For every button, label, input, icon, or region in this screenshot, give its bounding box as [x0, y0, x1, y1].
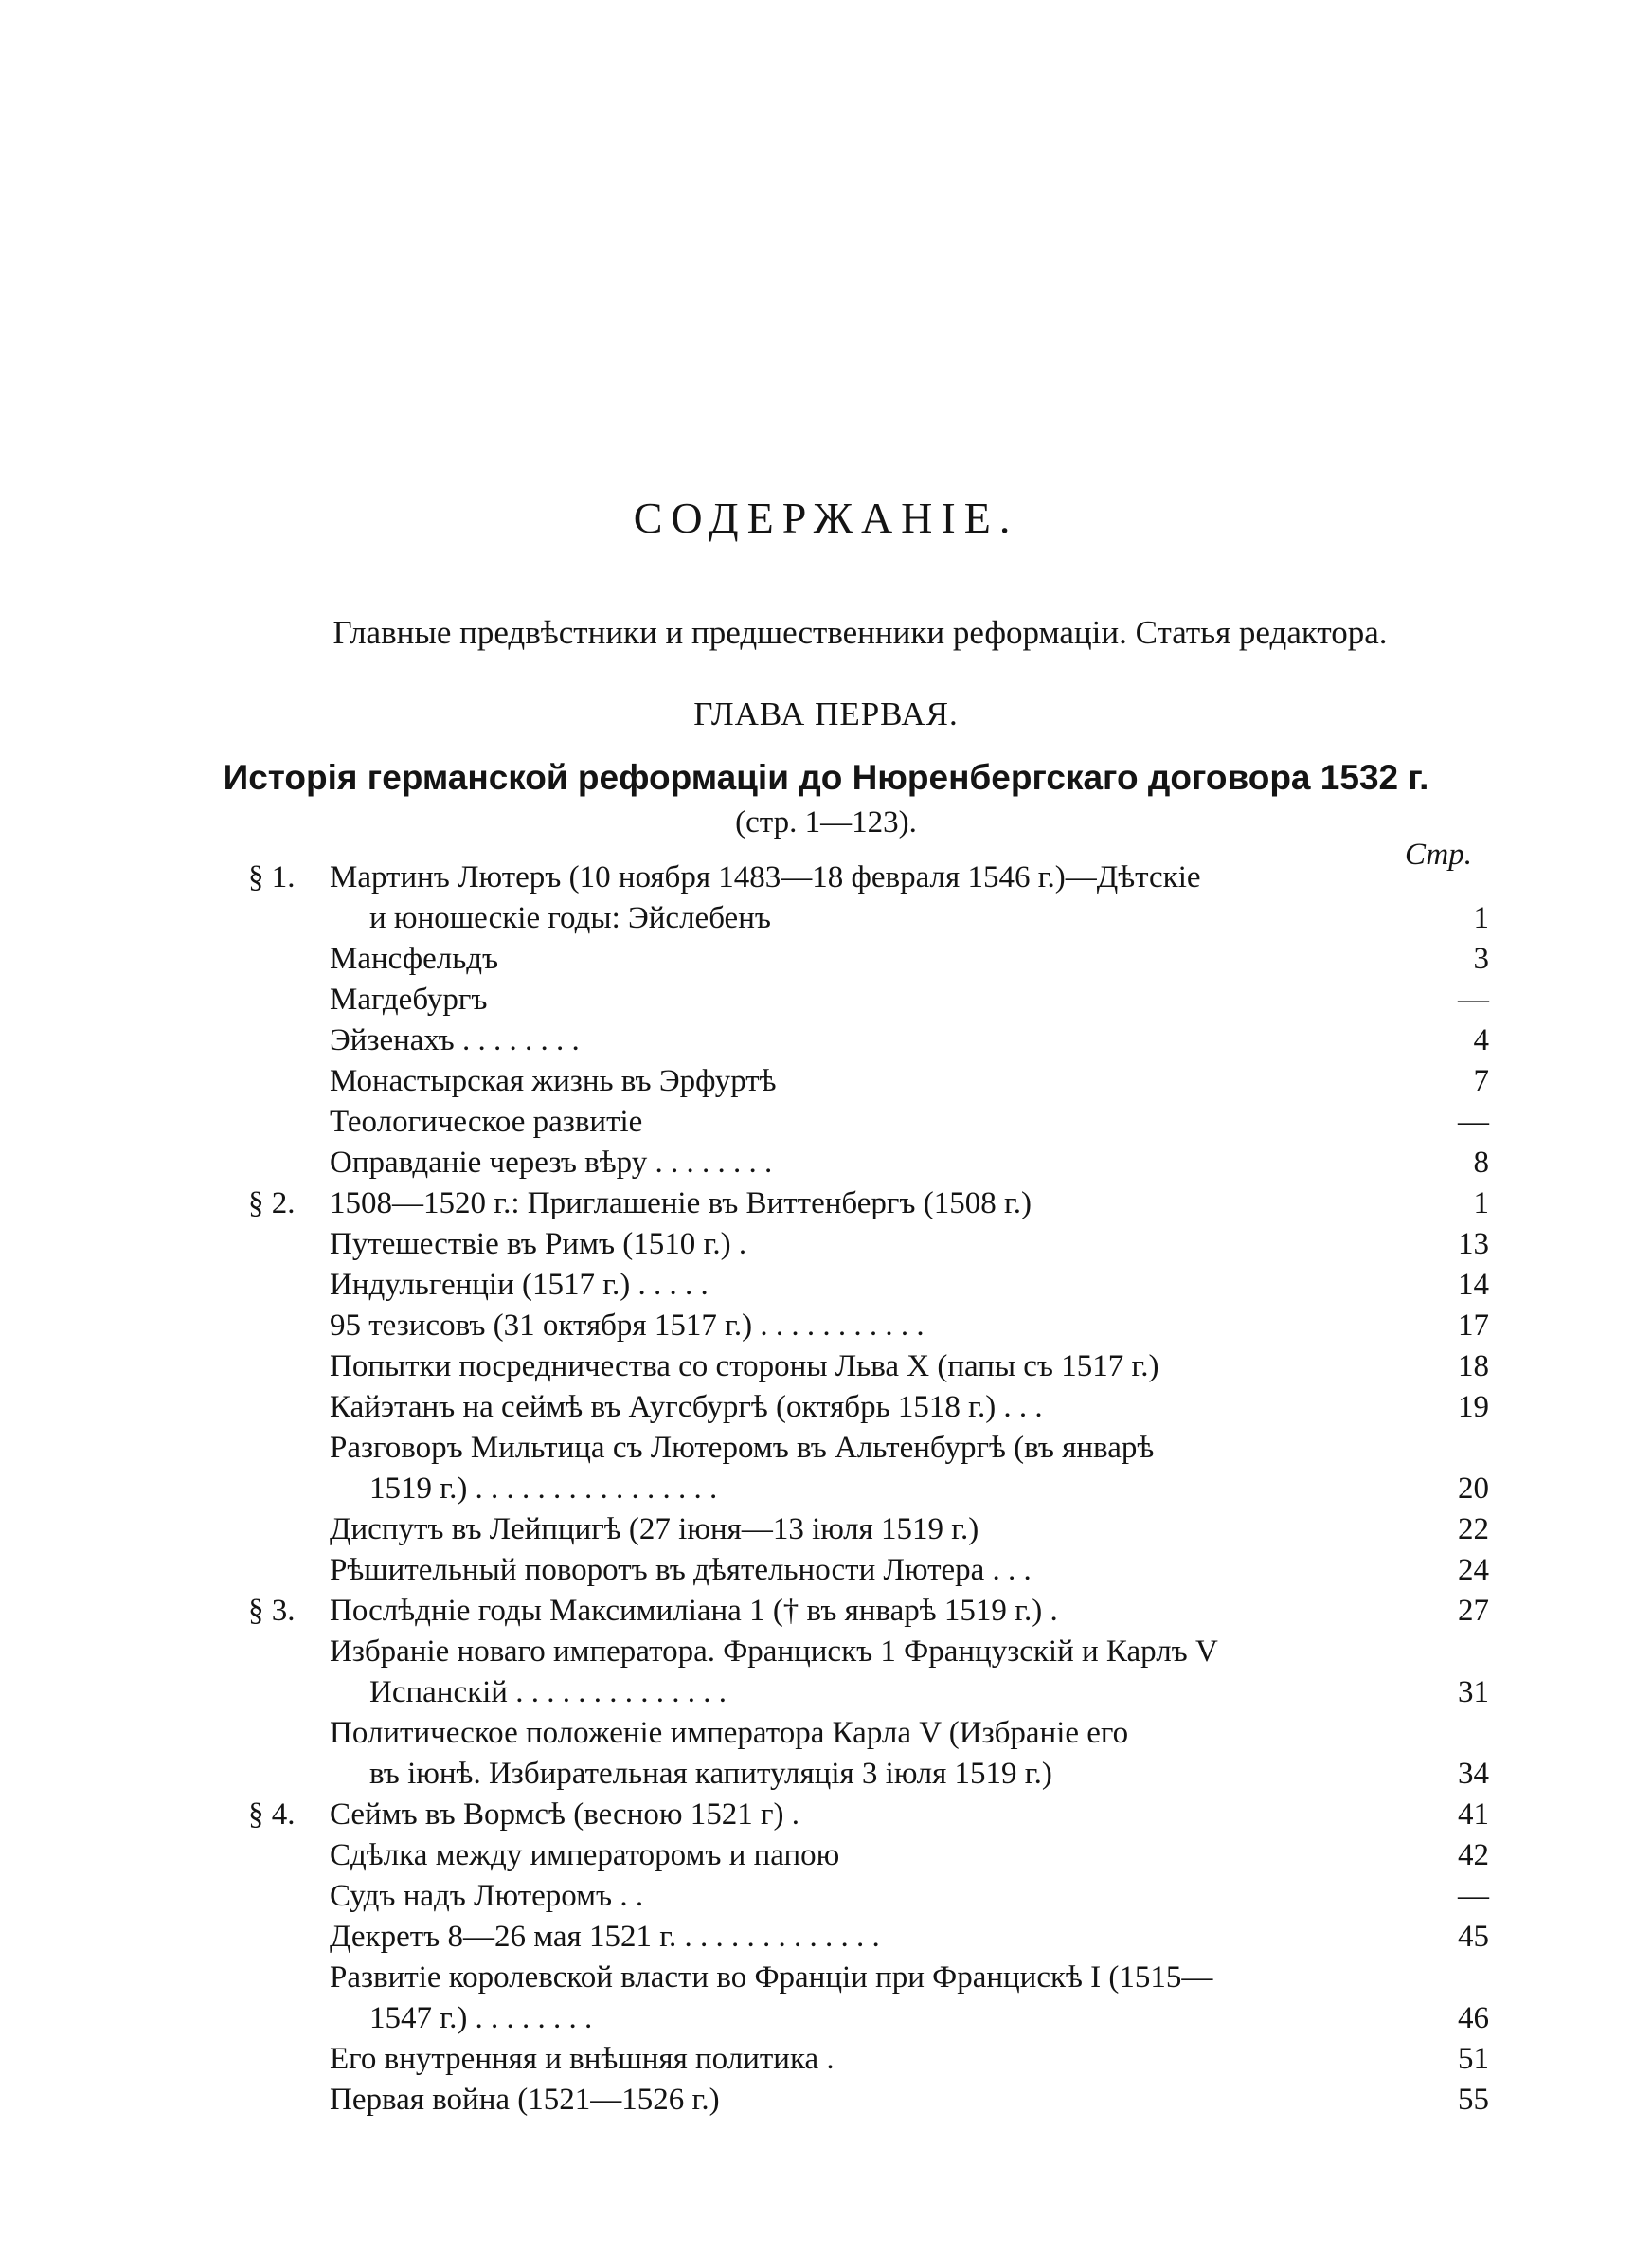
section-number: § 1. [248, 860, 296, 894]
entry-title: Послѣдніе годы Максимиліана 1 († въ январѣ 1519 г.) . [330, 1594, 1058, 1628]
section-number: § 3. [248, 1594, 296, 1628]
toc-entry [248, 1469, 1489, 1509]
chapter-heading: Исторія германской реформаціи до Нюренбергскаго договора 1532 г. [223, 758, 1429, 797]
toc-entry [248, 1998, 1489, 2039]
toc-entry [248, 1713, 1489, 1754]
entry-title: 1547 г.) . . . . . . . . [369, 2001, 593, 2035]
editor-article-line: Главные предвѣстники и предшественники реформаціи. Статья редактора. [332, 614, 1388, 651]
toc-entry [248, 1795, 1489, 1835]
entry-title: Развитіе королевской власти во Франціи при Францискѣ I (1515— [330, 1960, 1213, 1995]
toc-entry [248, 1958, 1489, 1998]
entry-title: Сдѣлка между императоромъ и папою [330, 1838, 840, 1872]
toc-entry [248, 1591, 1489, 1632]
page-number: 55 [1458, 2083, 1489, 2117]
toc-entry [248, 1346, 1489, 1387]
page-number: 3 [1473, 942, 1489, 976]
page-title: СОДЕРЖАНІЕ. [633, 494, 1019, 542]
entry-title: Первая война (1521—1526 г.) [330, 2083, 720, 2117]
page-number: 45 [1458, 1920, 1489, 1954]
toc-entry [248, 980, 1489, 1020]
page-number: 42 [1458, 1838, 1489, 1872]
toc-entry [248, 1387, 1489, 1428]
page-number: 8 [1473, 1146, 1489, 1180]
page-number: 1 [1473, 1186, 1489, 1220]
toc-entry [248, 1632, 1489, 1672]
entry-title: Его внутренняя и внѣшняя политика . [330, 2042, 835, 2076]
entry-title: Испанскій . . . . . . . . . . . . . . [369, 1675, 727, 1709]
entry-title: Путешествіе въ Римъ (1510 г.) . [330, 1227, 747, 1261]
table-of-contents [248, 858, 1489, 2121]
page-number: 4 [1473, 1023, 1489, 1057]
page-number: 41 [1458, 1797, 1489, 1832]
page-number: 1 [1473, 901, 1489, 935]
entry-title: 95 тезисовъ (31 октября 1517 г.) . . . . . . . . . . . [330, 1309, 925, 1343]
chapter-page-range: (стр. 1—123). [735, 805, 917, 840]
page-number: 34 [1458, 1757, 1489, 1791]
toc-entry [248, 1020, 1489, 1061]
entry-title: Судъ надъ Лютеромъ . . [330, 1879, 644, 1913]
toc-entry [248, 1183, 1489, 1224]
toc-entry [248, 898, 1489, 939]
page-number: 27 [1458, 1594, 1489, 1628]
entry-title: 1508—1520 г.: Приглашеніе въ Виттенбергъ (1508 г.) [330, 1186, 1032, 1220]
toc-entry [248, 858, 1489, 898]
page-number: 51 [1458, 2042, 1489, 2076]
toc-entry [248, 1876, 1489, 1917]
page-number: 31 [1458, 1675, 1489, 1709]
page-number: — [1458, 983, 1489, 1017]
entry-title: 1519 г.) . . . . . . . . . . . . . . . . [369, 1472, 718, 1506]
page-number: 22 [1458, 1512, 1489, 1546]
toc-entry [248, 1102, 1489, 1143]
entry-title: Политическое положеніе императора Карла V (Избраніе его [330, 1716, 1129, 1750]
entry-title: Оправданіе черезъ вѣру . . . . . . . . [330, 1146, 773, 1180]
toc-entry [248, 1265, 1489, 1306]
entry-title: Избраніе новаго императора. Францискъ 1 Французскій и Карлъ V [330, 1634, 1218, 1669]
toc-entry [248, 2080, 1489, 2121]
toc-entry [248, 939, 1489, 980]
page-number: 18 [1458, 1349, 1489, 1383]
toc-entry [248, 1143, 1489, 1183]
page-number: — [1458, 1105, 1489, 1139]
toc-entry [248, 1550, 1489, 1591]
page-number: 20 [1458, 1472, 1489, 1506]
toc-entry [248, 1754, 1489, 1795]
toc-entry [248, 1835, 1489, 1876]
toc-entry [248, 1306, 1489, 1346]
entry-title: Теологическое развитіе [330, 1105, 643, 1139]
entry-title: въ іюнѣ. Избирательная капитуляція 3 іюля 1519 г.) [369, 1757, 1052, 1791]
toc-entry [248, 1428, 1489, 1469]
entry-title: Индульгенціи (1517 г.) . . . . . [330, 1268, 709, 1302]
entry-title: Сеймъ въ Вормсѣ (весною 1521 г) . [330, 1797, 800, 1832]
page-number: 19 [1458, 1390, 1489, 1424]
page-column-label: Стр. [1404, 838, 1472, 872]
page-number: 13 [1458, 1227, 1489, 1261]
page-number: 7 [1473, 1064, 1489, 1098]
toc-entry [248, 1224, 1489, 1265]
entry-title: Декретъ 8—26 мая 1521 г. . . . . . . . . . . . . . [330, 1920, 880, 1954]
page-number: 17 [1458, 1309, 1489, 1343]
section-number: § 2. [248, 1186, 296, 1220]
entry-title: Мансфельдъ [330, 942, 499, 976]
entry-title: Мартинъ Лютеръ (10 ноября 1483—18 февраля 1546 г.)—Дѣтскіе [330, 860, 1201, 894]
entry-title: и юношескіе годы: Эйслебенъ [369, 901, 771, 935]
toc-entry [248, 1509, 1489, 1550]
entry-title: Магдебургъ [330, 983, 488, 1017]
entry-title: Разговоръ Мильтица съ Лютеромъ въ Альтенбургѣ (въ январѣ [330, 1431, 1155, 1465]
section-number: § 4. [248, 1797, 296, 1832]
page-number: 46 [1458, 2001, 1489, 2035]
entry-title: Кайэтанъ на сеймѣ въ Аугсбургѣ (октябрь 1518 г.) . . . [330, 1390, 1043, 1424]
toc-entry [248, 1672, 1489, 1713]
toc-entry [248, 1061, 1489, 1102]
toc-entry [248, 2039, 1489, 2080]
chapter-label: ГЛАВА ПЕРВАЯ. [693, 695, 959, 732]
page-number: 14 [1458, 1268, 1489, 1302]
entry-title: Диспутъ въ Лейпцигѣ (27 іюня—13 іюля 1519 г.) [330, 1512, 979, 1546]
page-number: 24 [1458, 1553, 1489, 1587]
entry-title: Рѣшительный поворотъ въ дѣятельности Лютера . . . [330, 1553, 1032, 1587]
entry-title: Монастырская жизнь въ Эрфуртѣ [330, 1064, 777, 1098]
entry-title: Эйзенахъ . . . . . . . . [330, 1023, 580, 1057]
entry-title: Попытки посредничества со стороны Льва X (папы съ 1517 г.) [330, 1349, 1159, 1383]
page-number: — [1458, 1879, 1489, 1913]
toc-entry [248, 1917, 1489, 1958]
